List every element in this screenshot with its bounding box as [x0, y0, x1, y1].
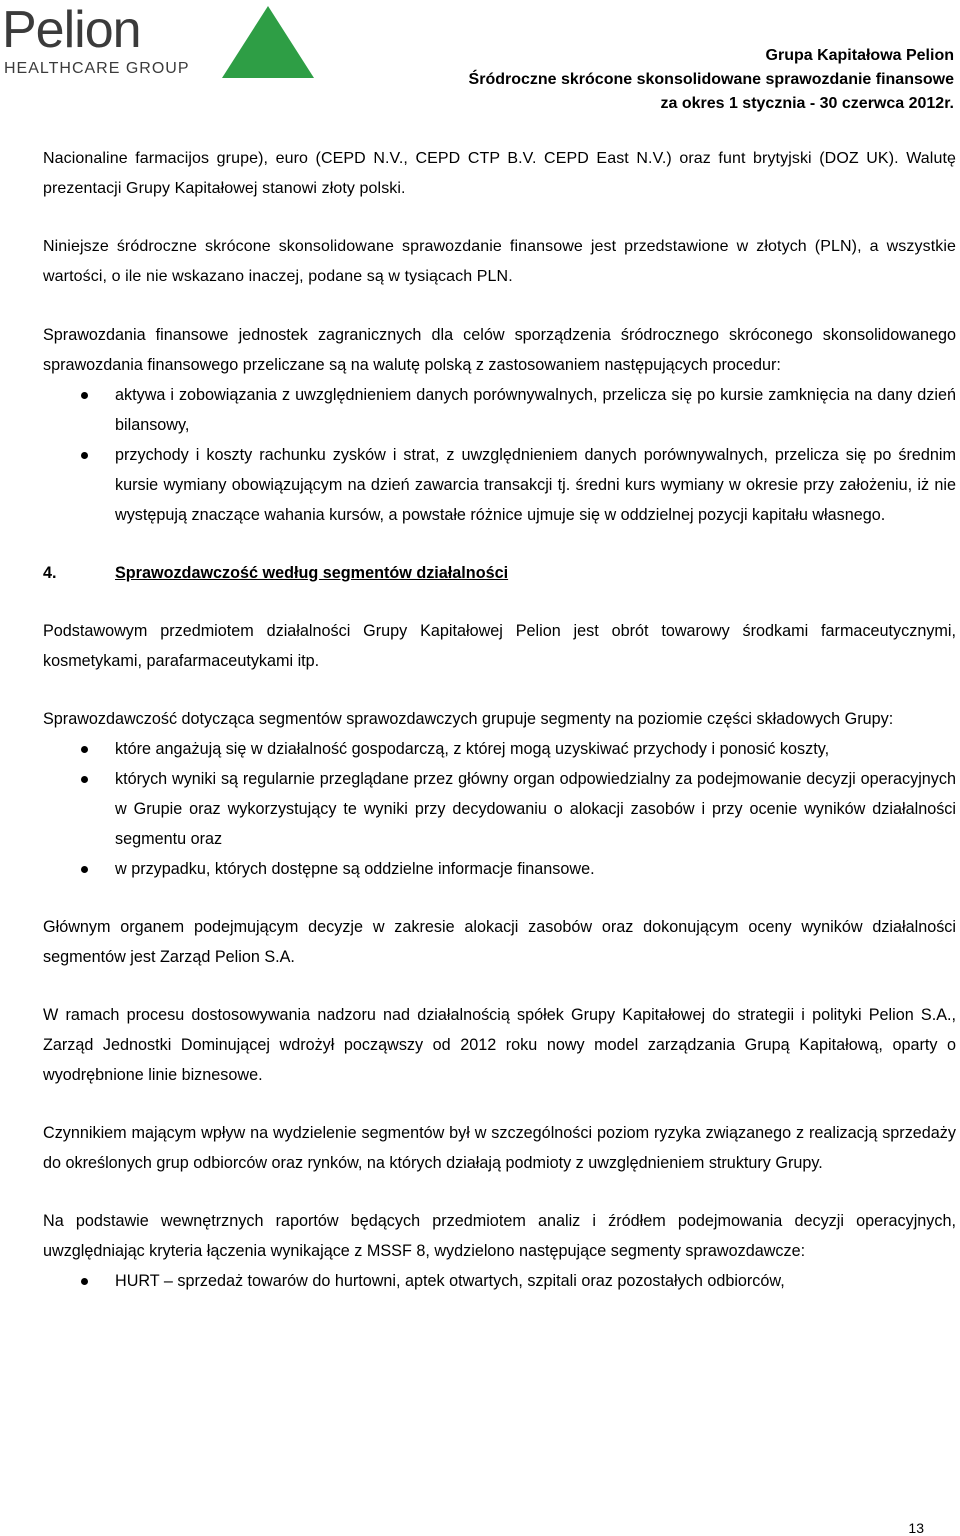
- section-heading: [43, 558, 956, 588]
- paragraph-presentation-currency: Niniejsze śródroczne skrócone skonsolidowane sprawozdanie finansowe jest przedstawione w złotych (PLN), a wszystkie wartości, o ile nie wskazano inaczej, podane są w tysiącach PLN.: [43, 238, 956, 285]
- paragraph-currencies: Nacionaline farmacijos grupe), euro (CEPD N.V., CEPD CTP B.V. CEPD East N.V.) oraz funt brytyjski (DOZ UK). Walutę prezentacji Grupy Kapitałowej stanowi złoty polski.: [43, 150, 956, 197]
- section-number: 4.: [43, 564, 57, 582]
- list-item: które angażują się w działalność gospodarczą, z której mogą uzyskiwać przychody i ponosić koszty,: [43, 734, 956, 764]
- paragraph-reporting-segments: Na podstawie wewnętrznych raportów będących przedmiotem analiz i źródłem podejmowania decyzji operacyjnych, uwzględniając kryteria łączenia wynikające z MSSF 8, wydzielono następujące segmenty sprawozdawcze:: [43, 1212, 956, 1260]
- logo-tagline: HEALTHCARE GROUP: [4, 60, 190, 77]
- list-item: aktywa i zobowiązania z uwzględnieniem danych porównywalnych, przelicza się po kursie zamknięcia na dany dzień bilansowy,: [43, 380, 956, 440]
- section-title: Sprawozdawczość według segmentów działalności: [115, 564, 509, 582]
- header-report-title: Śródroczne skrócone skonsolidowane sprawozdanie finansowe: [468, 71, 954, 88]
- header-period: za okres 1 stycznia - 30 czerwca 2012r.: [660, 95, 954, 112]
- list-item: których wyniki są regularnie przeglądane przez główny organ odpowiedzialny za podejmowanie decyzji operacyjnych w Grupie oraz wykorzystujący te wyniki przy decydowaniu o alokacji zasobów i przy ocenie wyników działalności segmentu oraz: [43, 764, 956, 854]
- list-item: HURT – sprzedaż towarów do hurtowni, aptek otwartych, szpitali oraz pozostałych odbiorców,: [43, 1266, 956, 1296]
- paragraph-business-activity: Podstawowym przedmiotem działalności Grupy Kapitałowej Pelion jest obrót towarowy środkami farmaceutycznymi, kosmetykami, parafarmaceutykami itp.: [43, 622, 956, 670]
- header-company: Grupa Kapitałowa Pelion: [765, 47, 954, 64]
- document-body: [43, 144, 956, 1296]
- translation-procedures-list: [43, 380, 956, 530]
- paragraph-translation-procedures: Sprawozdania finansowe jednostek zagranicznych dla celów sporządzenia śródrocznego skróconego skonsolidowanego sprawozdania finansowego przeliczane są na walutę polską z zastosowaniem następujących procedur:: [43, 326, 956, 374]
- paragraph-segment-factors: Czynnikiem mającym wpływ na wydzielenie segmentów był w szczególności poziom ryzyka związanego z realizacją sprzedaży do określonych grup odbiorców oraz rynków, na których działają podmioty z uwzględnieniem struktury Grupy.: [43, 1124, 956, 1172]
- reporting-segments-list: [43, 1266, 956, 1296]
- list-item: w przypadku, których dostępne są oddzielne informacje finansowe.: [43, 854, 956, 884]
- logo-triangle-icon: [222, 6, 314, 78]
- segment-criteria-list: [43, 734, 956, 884]
- paragraph-management-model: W ramach procesu dostosowywania nadzoru nad działalnością spółek Grupy Kapitałowej do strategii i polityki Pelion S.A., Zarząd Jednostki Dominującej wdrożył począwszy od 2012 roku nowy model zarządzania Grupą Kapitałową, oparty o wyodrębnione linie biznesowe.: [43, 1006, 956, 1084]
- paragraph-decision-body: Głównym organem podejmującym decyzje w zakresie alokacji zasobów oraz dokonującym oceny wyników działalności segmentów jest Zarząd Pelion S.A.: [43, 918, 956, 966]
- logo-wordmark: Pelion: [2, 1, 141, 59]
- paragraph-segment-reporting: Sprawozdawczość dotycząca segmentów sprawozdawczych grupuje segmenty na poziomie części składowych Grupy:: [43, 710, 894, 728]
- page-number: 13: [908, 1520, 924, 1536]
- page-header: [469, 44, 954, 116]
- list-item: przychody i koszty rachunku zysków i strat, z uwzględnieniem danych porównywalnych, przelicza się po średnim kursie wymiany obowiązującym na dzień zawarcia transakcji tj. średni kurs wymiany w okresie przy założeniu, iż nie występują znaczące wahania kursów, a powstałe różnice ujmuje się w oddzielnej pozycji kapitału własnego.: [43, 440, 956, 530]
- company-logo: [2, 1, 314, 77]
